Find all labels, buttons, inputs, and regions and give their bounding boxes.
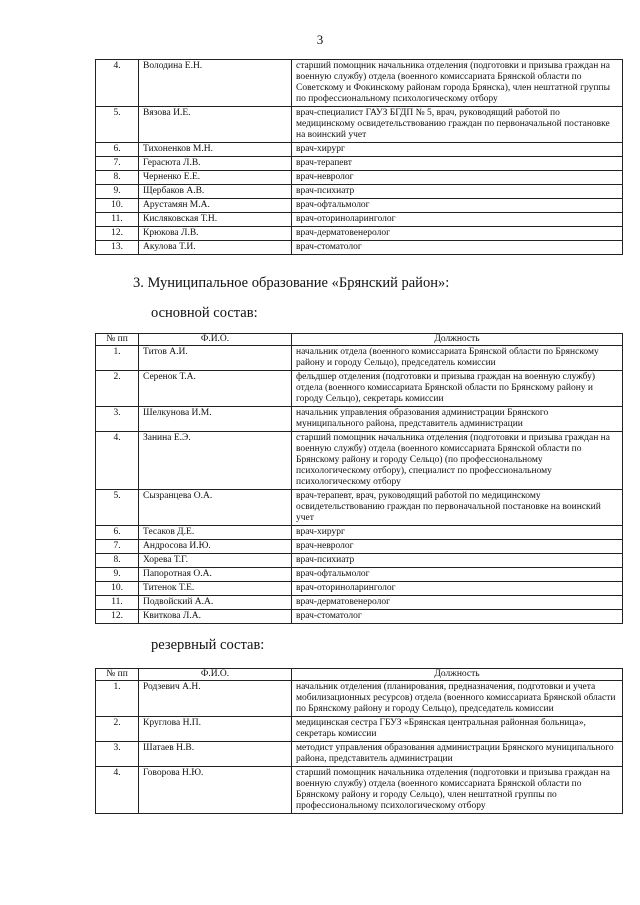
cell-num: 7. bbox=[96, 540, 139, 554]
table-row bbox=[96, 157, 623, 171]
cell-num: 6. bbox=[96, 526, 139, 540]
cell-num: 5. bbox=[96, 490, 139, 526]
cell-position: врач-психиатр bbox=[292, 554, 623, 568]
cell-position: врач-невролог bbox=[292, 540, 623, 554]
cell-position: врач-специалист ГАУЗ БГДП № 5, врач, руководящий работой по медицинскому освидетельствованию граждан по первоначальной постановке на воинский учет bbox=[292, 107, 623, 143]
table-header-row bbox=[96, 669, 623, 681]
table-row bbox=[96, 540, 623, 554]
cell-position: врач-стоматолог bbox=[292, 610, 623, 624]
cell-position: старший помощник начальника отделения (подготовки и призыва граждан на военную службу) отдела (военного комиссариата Брянской области по Советскому и Фокинскому районам города Брянска), член нештатной группы по профессиональному психологическому отбору bbox=[292, 60, 623, 107]
table-body bbox=[96, 346, 623, 624]
cell-name: Щербаков А.В. bbox=[139, 185, 292, 199]
cell-num: 9. bbox=[96, 568, 139, 582]
cell-position: врач-офтальмолог bbox=[292, 199, 623, 213]
table-row bbox=[96, 60, 623, 107]
cell-position: старший помощник начальника отделения (подготовки и призыва граждан на военную службу) отдела (военного комиссариата Брянской области по Брянскому району и городу Сельцо), член нештатной группы по профессиональному психологическому отбору bbox=[292, 767, 623, 814]
header-num: № пп bbox=[96, 334, 139, 346]
cell-num: 2. bbox=[96, 717, 139, 742]
table-row bbox=[96, 407, 623, 432]
table-row bbox=[96, 554, 623, 568]
table-row bbox=[96, 143, 623, 157]
table-row bbox=[96, 213, 623, 227]
cell-position: начальник управления образования администрации Брянского муниципального района, представитель администрации bbox=[292, 407, 623, 432]
cell-position: врач-терапевт bbox=[292, 157, 623, 171]
cell-position: врач-психиатр bbox=[292, 185, 623, 199]
table-continued-composition bbox=[95, 59, 623, 255]
cell-position: врач-хирург bbox=[292, 526, 623, 540]
cell-num: 2. bbox=[96, 371, 139, 407]
table-row bbox=[96, 596, 623, 610]
cell-name: Хорева Т.Г. bbox=[139, 554, 292, 568]
cell-position: методист управления образования администрации Брянского муниципального района, представитель администрации bbox=[292, 742, 623, 767]
cell-name: Кисляковская Т.Н. bbox=[139, 213, 292, 227]
cell-position: врач-хирург bbox=[292, 143, 623, 157]
cell-num: 13. bbox=[96, 241, 139, 255]
header-name: Ф.И.О. bbox=[139, 334, 292, 346]
cell-num: 6. bbox=[96, 143, 139, 157]
cell-position: врач-дерматовенеролог bbox=[292, 596, 623, 610]
table-row bbox=[96, 241, 623, 255]
table-row bbox=[96, 568, 623, 582]
table-header-row bbox=[96, 334, 623, 346]
table-row bbox=[96, 199, 623, 213]
header-position: Должность bbox=[292, 669, 623, 681]
cell-position: начальник отделения (планирования, предназначения, подготовки и учета мобилизационных ресурсов) отдела (военного комиссариата Брянской области по Брянскому району и городу Сельцо), председатель комиссии bbox=[292, 681, 623, 717]
cell-position: врач-дерматовенеролог bbox=[292, 227, 623, 241]
cell-name: Тихоненков М.Н. bbox=[139, 143, 292, 157]
cell-name: Андросова И.Ю. bbox=[139, 540, 292, 554]
cell-name: Сызранцева О.А. bbox=[139, 490, 292, 526]
table-row bbox=[96, 432, 623, 490]
table-main-composition bbox=[95, 333, 623, 624]
table-row bbox=[96, 371, 623, 407]
cell-name: Герасюта Л.В. bbox=[139, 157, 292, 171]
cell-name: Черненко Е.Е. bbox=[139, 171, 292, 185]
cell-name: Тесаков Д.Е. bbox=[139, 526, 292, 540]
cell-name: Шелкунова И.М. bbox=[139, 407, 292, 432]
table-reserve-composition bbox=[95, 668, 623, 814]
section-heading: 3. Муниципальное образование «Брянский район»: bbox=[133, 275, 450, 291]
table-row bbox=[96, 107, 623, 143]
main-composition-label: основной состав: bbox=[151, 305, 258, 321]
table-body bbox=[96, 681, 623, 814]
cell-name: Вязова И.Е. bbox=[139, 107, 292, 143]
cell-position: врач-невролог bbox=[292, 171, 623, 185]
cell-name: Серенок Т.А. bbox=[139, 371, 292, 407]
cell-position: врач-терапевт, врач, руководящий работой по медицинскому освидетельствованию граждан по первоначальной постановке на воинский учет bbox=[292, 490, 623, 526]
cell-name: Арустамян М.А. bbox=[139, 199, 292, 213]
cell-name: Круглова Н.П. bbox=[139, 717, 292, 742]
table-row bbox=[96, 742, 623, 767]
cell-num: 4. bbox=[96, 60, 139, 107]
cell-num: 1. bbox=[96, 681, 139, 717]
table-row bbox=[96, 582, 623, 596]
cell-name: Занина Е.Э. bbox=[139, 432, 292, 490]
table-row bbox=[96, 717, 623, 742]
cell-num: 10. bbox=[96, 582, 139, 596]
table-row bbox=[96, 681, 623, 717]
cell-position: врач-офтальмолог bbox=[292, 568, 623, 582]
cell-position: врач-оториноларинголог bbox=[292, 213, 623, 227]
header-position: Должность bbox=[292, 334, 623, 346]
cell-num: 1. bbox=[96, 346, 139, 371]
cell-name: Подвойский А.А. bbox=[139, 596, 292, 610]
cell-position: врач-стоматолог bbox=[292, 241, 623, 255]
cell-position: начальник отдела (военного комиссариата Брянской области по Брянскому району и городу Сельцо), председатель комиссии bbox=[292, 346, 623, 371]
cell-name: Акулова Т.И. bbox=[139, 241, 292, 255]
cell-name: Говорова Н.Ю. bbox=[139, 767, 292, 814]
cell-num: 11. bbox=[96, 213, 139, 227]
table-row bbox=[96, 526, 623, 540]
cell-name: Шатаев Н.В. bbox=[139, 742, 292, 767]
header-num: № пп bbox=[96, 669, 139, 681]
table-row bbox=[96, 185, 623, 199]
table-row bbox=[96, 227, 623, 241]
cell-num: 12. bbox=[96, 227, 139, 241]
cell-name: Родзевич А.Н. bbox=[139, 681, 292, 717]
table-row bbox=[96, 767, 623, 814]
cell-num: 11. bbox=[96, 596, 139, 610]
cell-position: врач-оториноларинголог bbox=[292, 582, 623, 596]
cell-name: Папоротная О.А. bbox=[139, 568, 292, 582]
cell-num: 12. bbox=[96, 610, 139, 624]
cell-position: медицинская сестра ГБУЗ «Брянская центральная районная больница», секретарь комиссии bbox=[292, 717, 623, 742]
cell-num: 8. bbox=[96, 171, 139, 185]
cell-position: фельдшер отделения (подготовки и призыва граждан на военную службу) отдела (военного комиссариата Брянской области по Брянскому району и городу Сельцо), секретарь комиссии bbox=[292, 371, 623, 407]
header-name: Ф.И.О. bbox=[139, 669, 292, 681]
table-body bbox=[96, 60, 623, 255]
cell-num: 4. bbox=[96, 432, 139, 490]
cell-name: Володина Е.Н. bbox=[139, 60, 292, 107]
cell-num: 4. bbox=[96, 767, 139, 814]
cell-num: 10. bbox=[96, 199, 139, 213]
cell-num: 7. bbox=[96, 157, 139, 171]
cell-num: 5. bbox=[96, 107, 139, 143]
cell-num: 9. bbox=[96, 185, 139, 199]
cell-name: Титов А.И. bbox=[139, 346, 292, 371]
cell-num: 8. bbox=[96, 554, 139, 568]
cell-num: 3. bbox=[96, 742, 139, 767]
table-row bbox=[96, 610, 623, 624]
cell-position: старший помощник начальника отделения (подготовки и призыва граждан на военную службу) отдела (военного комиссариата Брянской области по Брянскому району и городу Сельцо) (по профессиональному психологическому отбору), специалист по профессиональному психологическому отбору bbox=[292, 432, 623, 490]
table-row bbox=[96, 346, 623, 371]
table-row bbox=[96, 171, 623, 185]
cell-name: Квиткова Л.А. bbox=[139, 610, 292, 624]
cell-name: Титенок Т.Е. bbox=[139, 582, 292, 596]
cell-num: 3. bbox=[96, 407, 139, 432]
reserve-composition-label: резервный состав: bbox=[151, 637, 265, 653]
page-number: 3 bbox=[316, 32, 324, 47]
table-row bbox=[96, 490, 623, 526]
cell-name: Крюкова Л.В. bbox=[139, 227, 292, 241]
